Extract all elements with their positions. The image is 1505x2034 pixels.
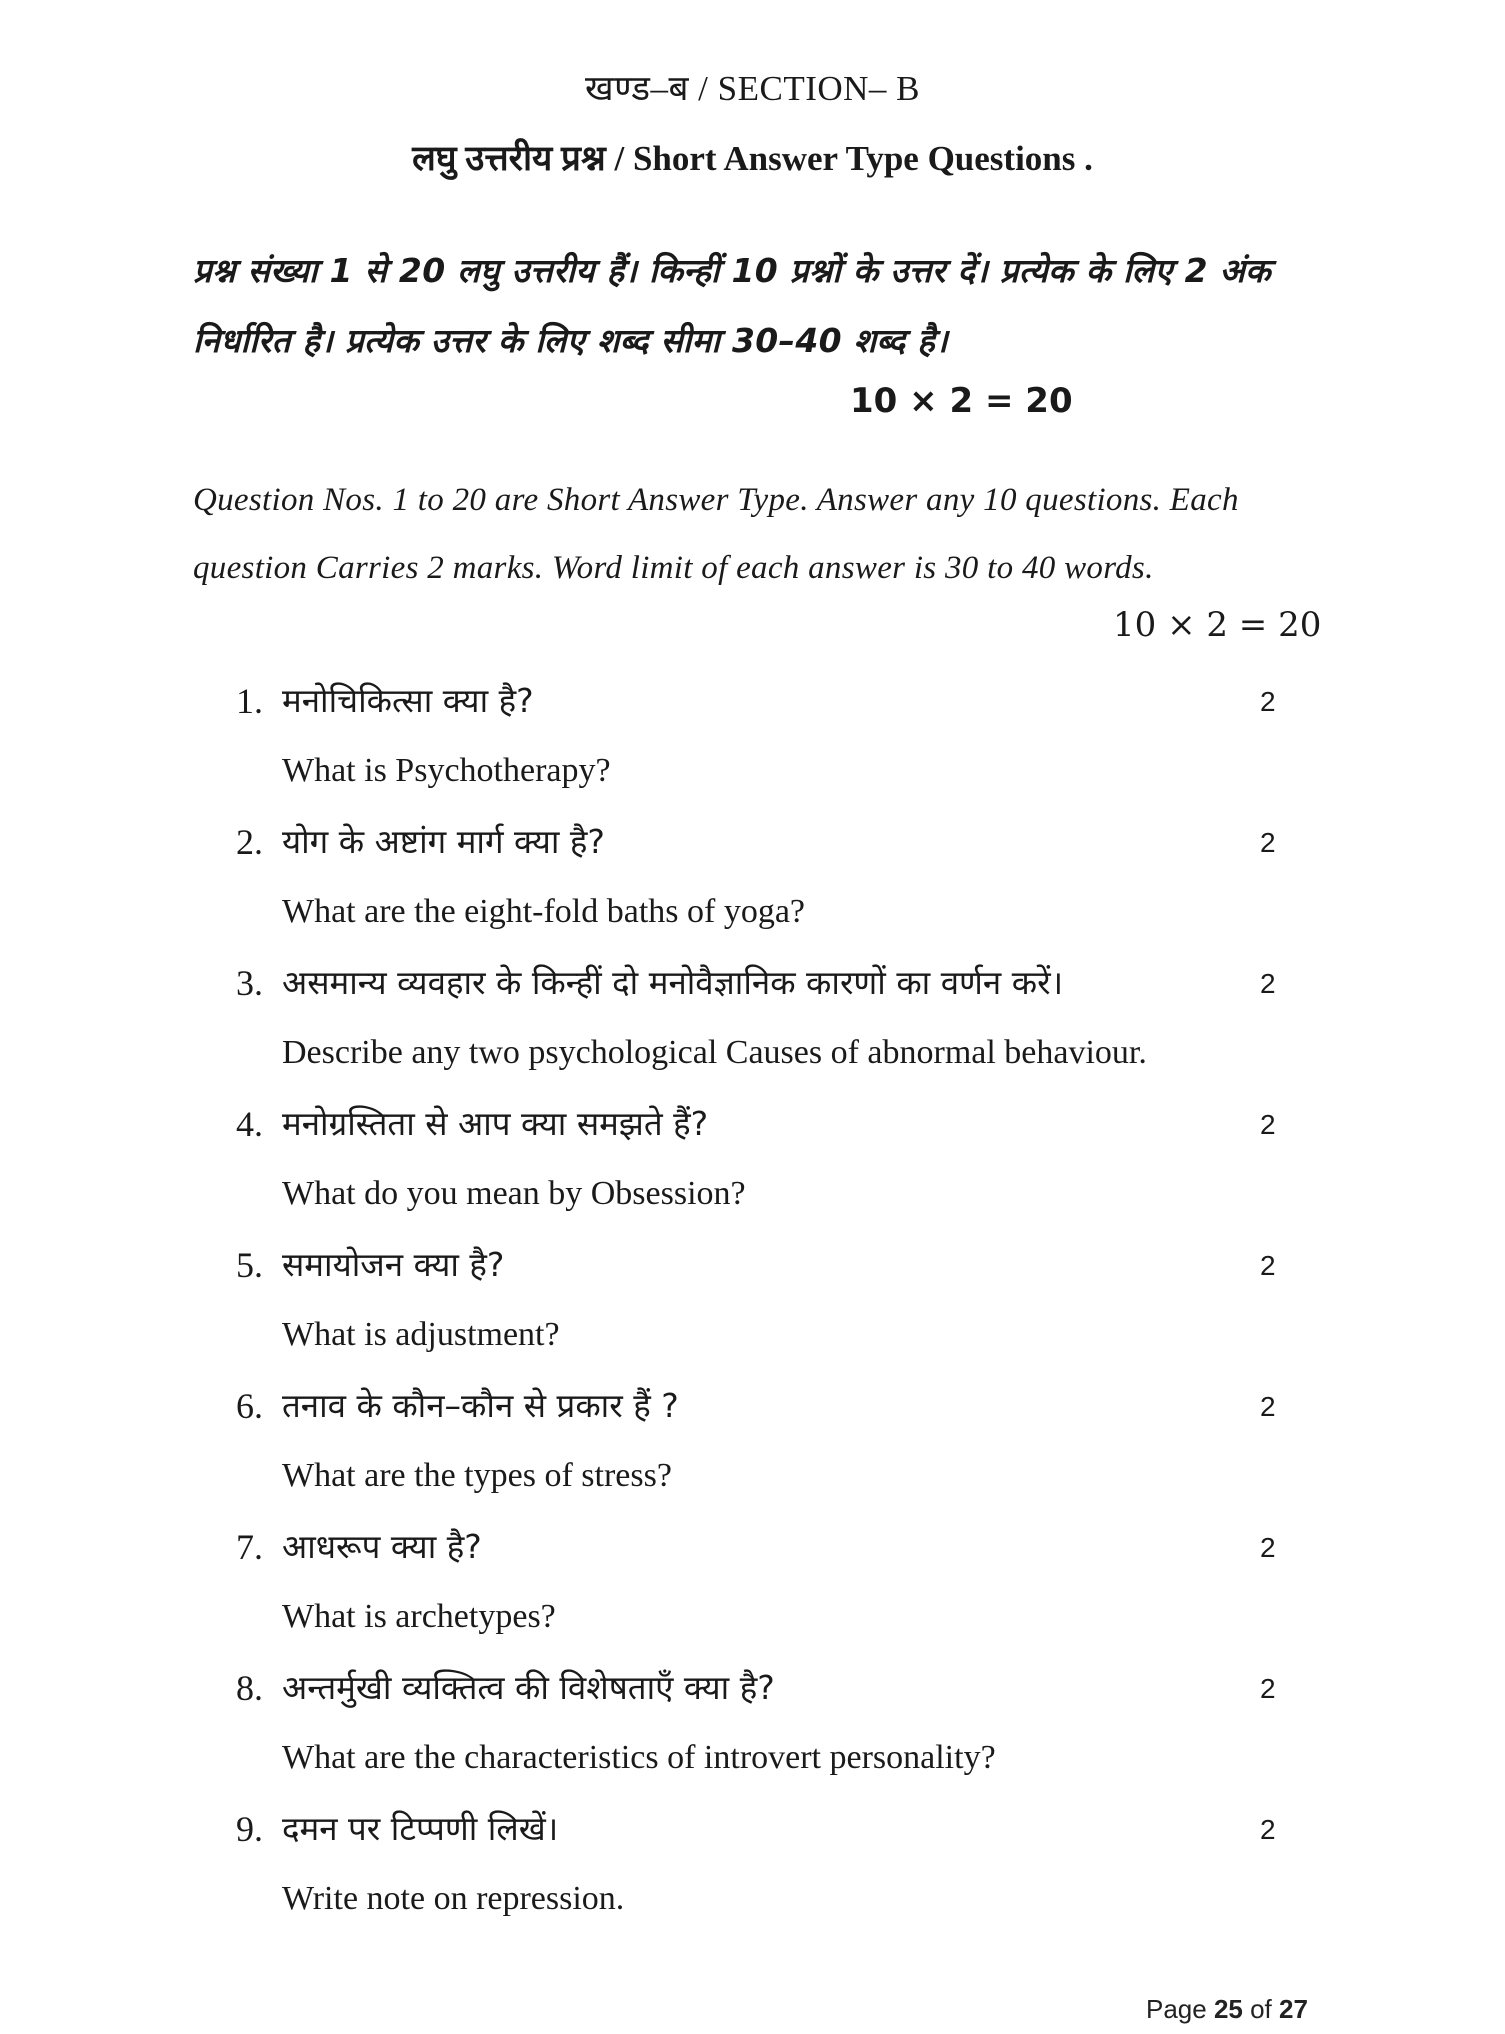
question-item (236, 960, 1306, 1101)
question-marks: 2 (1260, 1391, 1276, 1422)
question-english: What are the types of stress? (282, 1457, 672, 1494)
question-number: 2. (236, 822, 263, 862)
question-number: 9. (236, 1809, 263, 1849)
question-english: What is adjustment? (282, 1316, 560, 1353)
question-marks: 2 (1260, 1814, 1276, 1845)
question-item (236, 819, 1306, 960)
question-marks: 2 (1260, 827, 1276, 858)
section-subtitle: लघु उत्तरीय प्रश्न / Short Answer Type Questions . (412, 139, 1093, 178)
question-item (236, 1665, 1306, 1806)
marks-formula-english: 10 × 2 = 20 (1113, 605, 1322, 645)
instructions-hindi: प्रश्न संख्या 1 से 20 लघु उत्तरीय हैं। किन्हीं 10 प्रश्नों के उत्तर दें। प्रत्येक के लिए 2 अंक निर्धारित है। प्रत्येक उत्तर के लिए शब्द सीमा 30–40 शब्द है। (193, 251, 1271, 360)
question-hindi: असमान्य व्यवहार के किन्हीं दो मनोवैज्ञानिक कारणों का वर्णन करें। (282, 963, 1064, 1002)
page-of-label: of (1242, 1994, 1280, 2024)
question-marks: 2 (1260, 968, 1276, 999)
section-title: खण्ड–ब / SECTION– B (584, 69, 921, 108)
question-english: Write note on repression. (282, 1880, 625, 1917)
question-marks: 2 (1260, 686, 1276, 717)
question-hindi: आधरूप क्या है? (282, 1527, 482, 1566)
question-english: What is Psychotherapy? (282, 752, 611, 789)
question-item (236, 678, 1306, 819)
question-hindi: समायोजन क्या है? (282, 1245, 505, 1284)
question-marks: 2 (1260, 1673, 1276, 1704)
question-english: What are the characteristics of introvert personality? (282, 1739, 996, 1776)
question-item (236, 1383, 1306, 1524)
question-english: What is archetypes? (282, 1598, 556, 1635)
question-hindi: तनाव के कौन–कौन से प्रकार हैं ? (282, 1386, 679, 1425)
instructions-english: Question Nos. 1 to 20 are Short Answer Type. Answer any 10 questions. Each question Carries 2 marks. Word limit of each answer is 30 to 40 words. (193, 482, 1239, 586)
question-english: Describe any two psychological Causes of abnormal behaviour. (282, 1034, 1147, 1071)
question-item (236, 1101, 1306, 1242)
question-number: 8. (236, 1668, 263, 1708)
question-number: 4. (236, 1104, 263, 1144)
question-hindi: अन्तर्मुखी व्यक्तित्व की विशेषताएँ क्या है? (282, 1668, 775, 1707)
page-total: 27 (1279, 1994, 1308, 2024)
question-number: 3. (236, 963, 263, 1003)
question-english: What do you mean by Obsession? (282, 1175, 746, 1212)
page-current: 25 (1213, 1994, 1243, 2024)
question-item (236, 1806, 1306, 1947)
question-marks: 2 (1260, 1250, 1276, 1281)
question-item (236, 1524, 1306, 1665)
question-english: What are the eight-fold baths of yoga? (282, 893, 806, 930)
question-number: 5. (236, 1245, 263, 1285)
marks-formula-hindi: 10 × 2 = 20 (850, 381, 1073, 421)
question-item (236, 1242, 1306, 1383)
question-number: 7. (236, 1527, 263, 1567)
question-marks: 2 (1260, 1109, 1276, 1140)
question-hindi: मनोग्रस्तिता से आप क्या समझते हैं? (282, 1104, 709, 1143)
question-hindi: योग के अष्टांग मार्ग क्या है? (282, 822, 605, 861)
question-number: 1. (236, 681, 263, 721)
question-marks: 2 (1260, 1532, 1276, 1563)
page-number (1146, 1992, 1308, 2026)
question-number: 6. (236, 1386, 263, 1426)
question-hindi: दमन पर टिप्पणी लिखें। (282, 1809, 559, 1848)
question-hindi: मनोचिकित्सा क्या है? (282, 681, 534, 720)
page-label: Page (1146, 1994, 1214, 2024)
